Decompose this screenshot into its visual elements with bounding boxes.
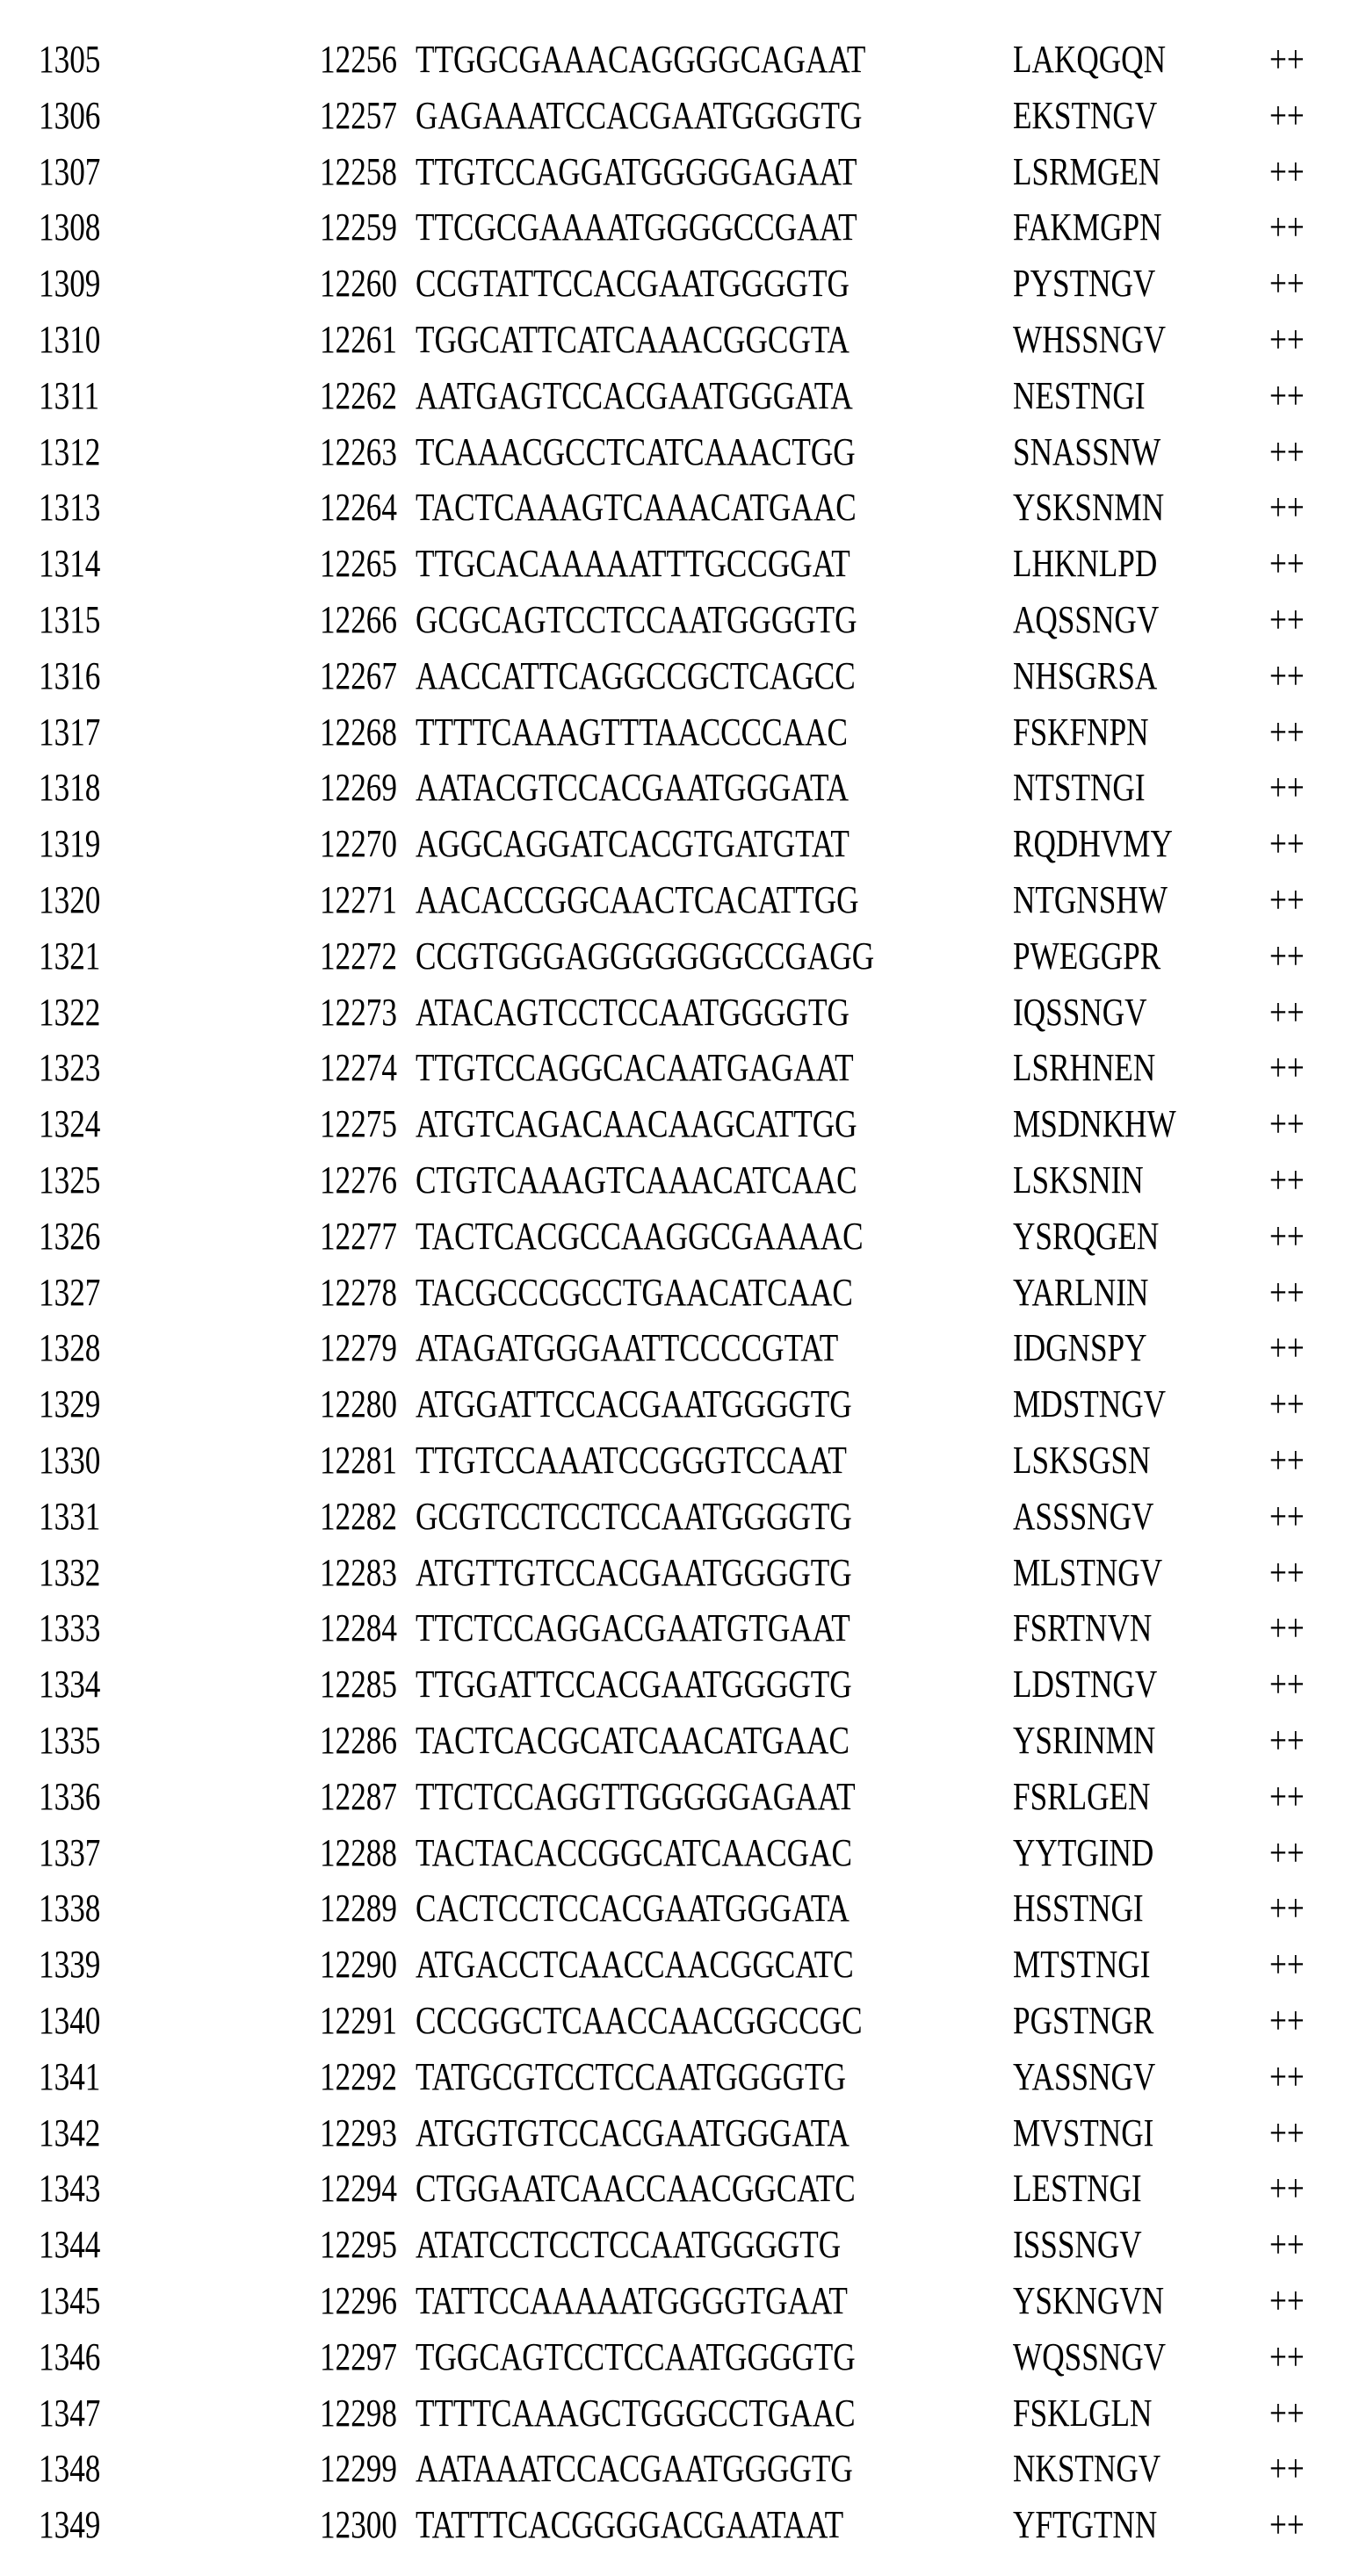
row-id: 1325 [39,1158,101,1201]
row-id: 1345 [39,2279,101,2322]
table-row [0,2111,1352,2170]
peptide-sequence: LDSTNGV [1013,1663,1158,1707]
table-row [0,2334,1352,2394]
activity-score: ++ [1269,1270,1305,1314]
dna-sequence: TACTACACCGGCATCAACGAC [416,1830,852,1874]
dna-sequence: TACTCACGCATCAACATGAAC [416,1719,850,1762]
table-row [0,1382,1352,1441]
peptide-sequence: YYTGIND [1013,1830,1154,1874]
peptide-sequence: PYSTNGV [1013,262,1156,306]
peptide-sequence: HSSTNGI [1013,1887,1144,1930]
activity-score: ++ [1269,373,1305,417]
sequence-id: 12296 [320,2279,397,2322]
peptide-sequence: LSRMGEN [1013,149,1161,193]
row-id: 1327 [39,1270,101,1314]
sequence-id: 12286 [320,1719,397,1762]
dna-sequence: TTTTCAAAGCTGGGCCTGAAC [416,2391,856,2435]
table-row [0,878,1352,937]
table-row [0,1889,1352,1945]
row-id: 1324 [39,1102,101,1146]
activity-score: ++ [1269,1719,1305,1762]
dna-sequence: CCGTGGGAGGGGGGGCCGAGG [416,934,875,978]
dna-sequence: TTCTCCAGGTTGGGGGAGAAT [416,1774,856,1818]
peptide-sequence: MTSTNGI [1013,1943,1151,1987]
dna-sequence: ATACAGTCCTCCAATGGGGTG [416,990,850,1034]
table-row [0,1441,1352,1497]
row-id: 1308 [39,206,101,249]
row-id: 1330 [39,1439,101,1482]
activity-score: ++ [1269,486,1305,530]
table-row [0,488,1352,545]
table-row [0,149,1352,209]
row-id: 1315 [39,598,101,641]
row-id: 1337 [39,1830,101,1874]
sequence-id: 12259 [320,206,397,249]
row-id: 1306 [39,93,101,137]
dna-sequence: AACCATTCAGGCCGCTCAGCC [416,653,856,697]
sequence-id: 12280 [320,1382,397,1426]
activity-score: ++ [1269,1326,1305,1370]
dna-sequence: ATAGATGGGAATTCCCCGTAT [416,1326,839,1370]
dna-sequence: ATGACCTCAACCAACGGCATC [416,1943,854,1987]
table-row [0,2279,1352,2338]
sequence-id: 12294 [320,2167,397,2211]
row-id: 1320 [39,878,101,921]
row-id: 1331 [39,1494,101,1538]
sequence-id: 12290 [320,1943,397,1987]
dna-sequence: AATGAGTCCACGAATGGGATA [416,373,853,417]
table-row [0,1665,1352,1721]
sequence-id: 12289 [320,1887,397,1930]
table-row [0,264,1352,321]
peptide-sequence: FSRLGEN [1013,1774,1151,1818]
dna-sequence: ATGTCAGACAACAAGCATTGG [416,1102,857,1146]
dna-sequence: AATAAATCCACGAATGGGGTG [416,2447,853,2491]
sequence-id: 12256 [320,38,397,81]
dna-sequence: CCGTATTCCACGAATGGGGTG [416,262,850,306]
row-id: 1340 [39,1999,101,2042]
table-row [0,40,1352,97]
peptide-sequence: NHSGRSA [1013,653,1158,697]
table-row [0,93,1352,153]
sequence-id: 12300 [320,2503,397,2547]
activity-score: ++ [1269,206,1305,249]
sequence-id: 12282 [320,1494,397,1538]
activity-score: ++ [1269,2167,1305,2211]
peptide-sequence: MSDNKHW [1013,1102,1176,1146]
activity-score: ++ [1269,542,1305,586]
dna-sequence: TTCTCCAGGACGAATGTGAAT [416,1606,850,1650]
row-id: 1310 [39,318,101,361]
sequence-id: 12278 [320,1270,397,1314]
peptide-sequence: YSRQGEN [1013,1214,1160,1258]
sequence-id: 12265 [320,542,397,586]
dna-sequence: TTGCACAAAAATTTGCCGGAT [416,542,850,586]
activity-score: ++ [1269,2391,1305,2435]
activity-score: ++ [1269,2334,1305,2378]
sequence-id: 12271 [320,878,397,921]
activity-score: ++ [1269,1774,1305,1818]
row-id: 1309 [39,262,101,306]
activity-score: ++ [1269,2223,1305,2267]
activity-score: ++ [1269,2111,1305,2154]
activity-score: ++ [1269,1943,1305,1987]
table-row [0,934,1352,993]
table-row [0,429,1352,489]
activity-score: ++ [1269,1158,1305,1201]
table-row [0,1270,1352,1330]
dna-sequence: CTGTCAAAGTCAAACATCAAC [416,1158,857,1201]
activity-score: ++ [1269,1606,1305,1650]
row-id: 1341 [39,2054,101,2098]
sequence-id: 12275 [320,1102,397,1146]
table-row [0,2223,1352,2282]
sequence-id: 12268 [320,710,397,754]
table-row [0,2447,1352,2506]
row-id: 1333 [39,1606,101,1650]
sequence-id: 12285 [320,1663,397,1707]
activity-score: ++ [1269,1830,1305,1874]
sequence-id: 12277 [320,1214,397,1258]
activity-score: ++ [1269,1439,1305,1482]
sequence-id: 12293 [320,2111,397,2154]
row-id: 1319 [39,822,101,866]
table-row [0,653,1352,713]
sequence-id: 12292 [320,2054,397,2098]
table-row [0,822,1352,881]
table-row [0,1774,1352,1834]
peptide-sequence: YARLNIN [1013,1270,1149,1314]
row-id: 1338 [39,1887,101,1930]
table-row [0,373,1352,433]
row-id: 1344 [39,2223,101,2267]
sequence-id: 12263 [320,429,397,473]
sequence-id: 12297 [320,2334,397,2378]
table-row [0,1830,1352,1890]
peptide-sequence: ISSSNGV [1013,2223,1142,2267]
peptide-sequence: MVSTNGI [1013,2111,1154,2154]
peptide-sequence: NKSTNGV [1013,2447,1161,2491]
dna-sequence: TTGGCGAAACAGGGGCAGAAT [416,38,866,81]
activity-score: ++ [1269,766,1305,810]
peptide-sequence: LESTNGI [1013,2167,1142,2211]
dna-sequence: ATGGATTCCACGAATGGGGTG [416,1382,852,1426]
table-row [0,1945,1352,2002]
dna-sequence: TTGGATTCCACGAATGGGGTG [416,1663,852,1707]
peptide-sequence: YFTGTNN [1013,2503,1158,2547]
sequence-id: 12272 [320,934,397,978]
table-row [0,1214,1352,1274]
activity-score: ++ [1269,2447,1305,2491]
sequence-id: 12257 [320,93,397,137]
sequence-id: 12267 [320,653,397,697]
dna-sequence: TTCGCGAAAATGGGGCCGAAT [416,206,857,249]
dna-sequence: TATTTCACGGGGACGAATAAT [416,2503,844,2547]
activity-score: ++ [1269,1494,1305,1538]
activity-score: ++ [1269,2279,1305,2322]
peptide-sequence: AQSSNGV [1013,598,1160,641]
peptide-sequence: RQDHVMY [1013,822,1173,866]
activity-score: ++ [1269,429,1305,473]
peptide-sequence: YSKSNMN [1013,486,1165,530]
sequence-id: 12299 [320,2447,397,2491]
table-row [0,1494,1352,1554]
table-row [0,1326,1352,1385]
sequence-id: 12288 [320,1830,397,1874]
sequence-id: 12283 [320,1550,397,1594]
peptide-sequence: PGSTNGR [1013,1999,1154,2042]
sequence-id: 12279 [320,1326,397,1370]
dna-sequence: ATGGTGTCCACGAATGGGATA [416,2111,850,2154]
row-id: 1339 [39,1943,101,1987]
peptide-sequence: FSKLGLN [1013,2391,1153,2435]
activity-score: ++ [1269,318,1305,361]
activity-score: ++ [1269,822,1305,866]
peptide-sequence: YSKNGVN [1013,2279,1165,2322]
peptide-sequence: MLSTNGV [1013,1550,1163,1594]
peptide-sequence: NTGNSHW [1013,878,1168,921]
peptide-sequence: IQSSNGV [1013,990,1147,1034]
sequence-id: 12266 [320,598,397,641]
row-id: 1311 [39,373,100,417]
row-id: 1328 [39,1326,101,1370]
dna-sequence: TACGCCCGCCTGAACATCAAC [416,1270,853,1314]
activity-score: ++ [1269,93,1305,137]
activity-score: ++ [1269,149,1305,193]
row-id: 1323 [39,1046,101,1090]
peptide-sequence: PWEGGPR [1013,934,1161,978]
activity-score: ++ [1269,2503,1305,2547]
row-id: 1334 [39,1663,101,1707]
row-id: 1347 [39,2391,101,2435]
activity-score: ++ [1269,1550,1305,1594]
dna-sequence: TTGTCCAGGATGGGGGAGAAT [416,149,857,193]
dna-sequence: TTGTCCAAATCCGGGTCCAAT [416,1439,847,1482]
dna-sequence: TGGCATTCATCAAACGGCGTA [416,318,850,361]
dna-sequence: TATTCCAAAAATGGGGTGAAT [416,2279,848,2322]
activity-score: ++ [1269,1046,1305,1090]
row-id: 1335 [39,1719,101,1762]
row-id: 1312 [39,429,101,473]
row-id: 1343 [39,2167,101,2211]
sequence-id: 12273 [320,990,397,1034]
dna-sequence: CCCGGCTCAACCAACGGCCGC [416,1999,863,2042]
row-id: 1336 [39,1774,101,1818]
dna-sequence: TATGCGTCCTCCAATGGGGTG [416,2054,846,2098]
table-row [0,1606,1352,1665]
activity-score: ++ [1269,990,1305,1034]
row-id: 1346 [39,2334,101,2378]
peptide-sequence: EKSTNGV [1013,93,1158,137]
row-id: 1305 [39,38,101,81]
table-row [0,598,1352,657]
peptide-sequence: NESTNGI [1013,373,1146,417]
peptide-sequence: WQSSNGV [1013,2334,1167,2378]
row-id: 1342 [39,2111,101,2154]
sequence-id: 12295 [320,2223,397,2267]
peptide-sequence: LAKQGQN [1013,38,1167,81]
table-row [0,1999,1352,2058]
row-id: 1313 [39,486,101,530]
table-row [0,2169,1352,2226]
table-row [0,1721,1352,1778]
dna-sequence: TACTCAAAGTCAAACATGAAC [416,486,857,530]
activity-score: ++ [1269,598,1305,641]
peptide-sequence: FAKMGPN [1013,206,1162,249]
table-row [0,1046,1352,1105]
sequence-id: 12287 [320,1774,397,1818]
peptide-sequence: FSKFNPN [1013,710,1149,754]
table-row [0,2054,1352,2114]
peptide-sequence: ASSSNGV [1013,1494,1154,1538]
peptide-sequence: LSKSNIN [1013,1158,1144,1201]
activity-score: ++ [1269,934,1305,978]
row-id: 1316 [39,653,101,697]
peptide-sequence: IDGNSPY [1013,1326,1147,1370]
activity-score: ++ [1269,1214,1305,1258]
dna-sequence: GCGCAGTCCTCCAATGGGGTG [416,598,857,641]
peptide-sequence: SNASSNW [1013,429,1161,473]
row-id: 1317 [39,710,101,754]
row-id: 1332 [39,1550,101,1594]
dna-sequence: CACTCCTCCACGAATGGGATA [416,1887,850,1930]
table-row [0,1550,1352,1610]
activity-score: ++ [1269,1382,1305,1426]
row-id: 1307 [39,149,101,193]
dna-sequence: GAGAAATCCACGAATGGGGTG [416,93,863,137]
dna-sequence: TACTCACGCCAAGGCGAAAAC [416,1214,864,1258]
peptide-sequence: FSRTNVN [1013,1606,1153,1650]
sequence-id: 12262 [320,373,397,417]
sequence-id: 12261 [320,318,397,361]
peptide-sequence: LHKNLPD [1013,542,1158,586]
sequence-id: 12264 [320,486,397,530]
sequence-id: 12298 [320,2391,397,2435]
table-row [0,990,1352,1050]
row-id: 1348 [39,2447,101,2491]
dna-sequence: AATACGTCCACGAATGGGATA [416,766,850,810]
activity-score: ++ [1269,878,1305,921]
peptide-sequence: YASSNGV [1013,2054,1156,2098]
peptide-sequence: WHSSNGV [1013,318,1167,361]
activity-score: ++ [1269,653,1305,697]
dna-sequence: ATGTTGTCCACGAATGGGGTG [416,1550,852,1594]
table-row [0,768,1352,825]
row-id: 1314 [39,542,101,586]
activity-score: ++ [1269,1999,1305,2042]
activity-score: ++ [1269,38,1305,81]
sequence-id: 12258 [320,149,397,193]
row-id: 1329 [39,1382,101,1426]
dna-sequence: TTGTCCAGGCACAATGAGAAT [416,1046,854,1090]
table-row [0,1102,1352,1161]
table-row [0,2503,1352,2562]
dna-sequence: TCAAACGCCTCATCAAACTGG [416,429,856,473]
dna-sequence: AACACCGGCAACTCACATTGG [416,878,859,921]
peptide-sequence: LSKSGSN [1013,1439,1151,1482]
dna-sequence: CTGGAATCAACCAACGGCATC [416,2167,856,2211]
dna-sequence: GCGTCCTCCTCCAATGGGGTG [416,1494,852,1538]
sequence-id: 12260 [320,262,397,306]
activity-score: ++ [1269,2054,1305,2098]
dna-sequence: AGGCAGGATCACGTGATGTAT [416,822,850,866]
peptide-sequence: NTSTNGI [1013,766,1146,810]
activity-score: ++ [1269,710,1305,754]
table-row [0,318,1352,377]
row-id: 1318 [39,766,101,810]
table-row [0,208,1352,264]
peptide-sequence: YSRINMN [1013,1719,1156,1762]
sequence-id: 12291 [320,1999,397,2042]
sequence-id: 12270 [320,822,397,866]
activity-score: ++ [1269,1663,1305,1707]
row-id: 1349 [39,2503,101,2547]
dna-sequence: ATATCCTCCTCCAATGGGGTG [416,2223,842,2267]
sequence-id: 12269 [320,766,397,810]
activity-score: ++ [1269,262,1305,306]
sequence-id: 12284 [320,1606,397,1650]
sequence-id: 12276 [320,1158,397,1201]
table-row [0,710,1352,769]
row-id: 1322 [39,990,101,1034]
dna-sequence: TGGCAGTCCTCCAATGGGGTG [416,2334,856,2378]
dna-sequence: TTTTCAAAGTTTAACCCCAAC [416,710,848,754]
table-row [0,542,1352,601]
row-id: 1321 [39,934,101,978]
row-id: 1326 [39,1214,101,1258]
activity-score: ++ [1269,1887,1305,1930]
activity-score: ++ [1269,1102,1305,1146]
sequence-id: 12274 [320,1046,397,1090]
table-row [0,1158,1352,1217]
sequence-id: 12281 [320,1439,397,1482]
peptide-sequence: MDSTNGV [1013,1382,1167,1426]
peptide-sequence: LSRHNEN [1013,1046,1156,1090]
table-row [0,2391,1352,2450]
